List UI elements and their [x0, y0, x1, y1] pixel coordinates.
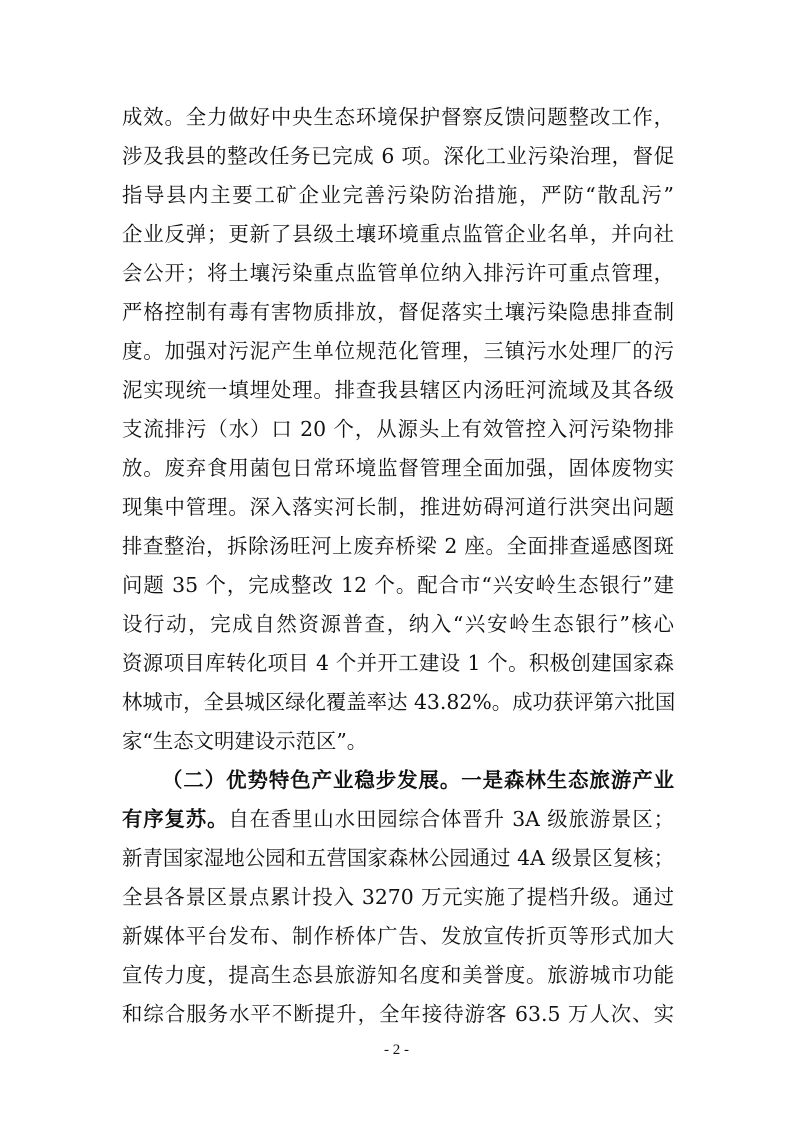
- text-line: 放。废弃食用菌包日常环境监督管理全面加强，固体废物实: [122, 456, 674, 480]
- document-body: [122, 98, 674, 1034]
- text-line: 问题 35 个，完成整改 12 个。配合市“兴安岭生态银行”建: [122, 573, 674, 597]
- text-line: 现集中管理。深入落实河长制，推进妨碍河道行洪突出问题: [122, 495, 674, 519]
- text-line: 支流排污（水）口 20 个，从源头上有效管控入河污染物排: [122, 417, 674, 441]
- text-line: 企业反弹；更新了县级土壤环境重点监管企业名单，并向社: [122, 222, 674, 246]
- text-line: 泥实现统一填埋处理。排查我县辖区内汤旺河流域及其各级: [122, 378, 674, 402]
- paragraph: [122, 761, 674, 1034]
- text-line: 度。加强对污泥产生单位规范化管理，三镇污水处理厂的污: [122, 339, 674, 363]
- text-line: 家“生态文明建设示范区”。: [122, 729, 368, 753]
- text-line: [122, 800, 674, 839]
- paragraph: [122, 98, 674, 761]
- text-line: 新青国家湿地公园和五营国家森林公园通过 4A 级景区复核；: [122, 846, 674, 870]
- lead-bold-text: 有序复苏。: [122, 807, 229, 831]
- text-line: 林城市，全县城区绿化覆盖率达 43.82%。成功获评第六批国: [122, 690, 676, 714]
- lead-bold-text: 一是森林生态旅游产业: [461, 768, 675, 792]
- text-line: 严格控制有毒有害物质排放，督促落实土壤污染隐患排查制: [122, 300, 674, 324]
- text-line: 新媒体平台发布、制作桥体广告、发放宣传折页等形式加大: [122, 924, 674, 948]
- text-line: 成效。全力做好中央生态环境保护督察反馈问题整改工作，: [122, 105, 674, 129]
- text-line: 设行动，完成自然资源普查，纳入“兴安岭生态银行”核心: [122, 612, 674, 636]
- text-line: 涉及我县的整改任务已完成 6 项。深化工业污染治理，督促: [122, 144, 674, 168]
- text-run: 自在香里山水田园综合体晋升 3A 级旅游景区；: [228, 807, 674, 831]
- text-line: 排查整治，拆除汤旺河上废弃桥梁 2 座。全面排查遥感图斑: [122, 534, 674, 558]
- text-line: 指导县内主要工矿企业完善污染防治措施，严防“散乱污”: [122, 183, 674, 207]
- text-line: 全县各景区景点累计投入 3270 万元实施了提档升级。通过: [122, 885, 674, 909]
- section-heading: （二）优势特色产业稳步发展。: [162, 768, 462, 792]
- text-line: 资源项目库转化项目 4 个并开工建设 1 个。积极创建国家森: [122, 651, 674, 675]
- section-heading-line: [122, 761, 674, 800]
- text-line: 宣传力度，提高生态县旅游知名度和美誉度。旅游城市功能: [122, 963, 674, 987]
- page-number: - 2 -: [384, 1042, 409, 1058]
- text-line: 和综合服务水平不断提升，全年接待游客 63.5 万人次、实: [122, 1002, 674, 1026]
- text-line: 会公开；将土壤污染重点监管单位纳入排污许可重点管理，: [122, 261, 674, 285]
